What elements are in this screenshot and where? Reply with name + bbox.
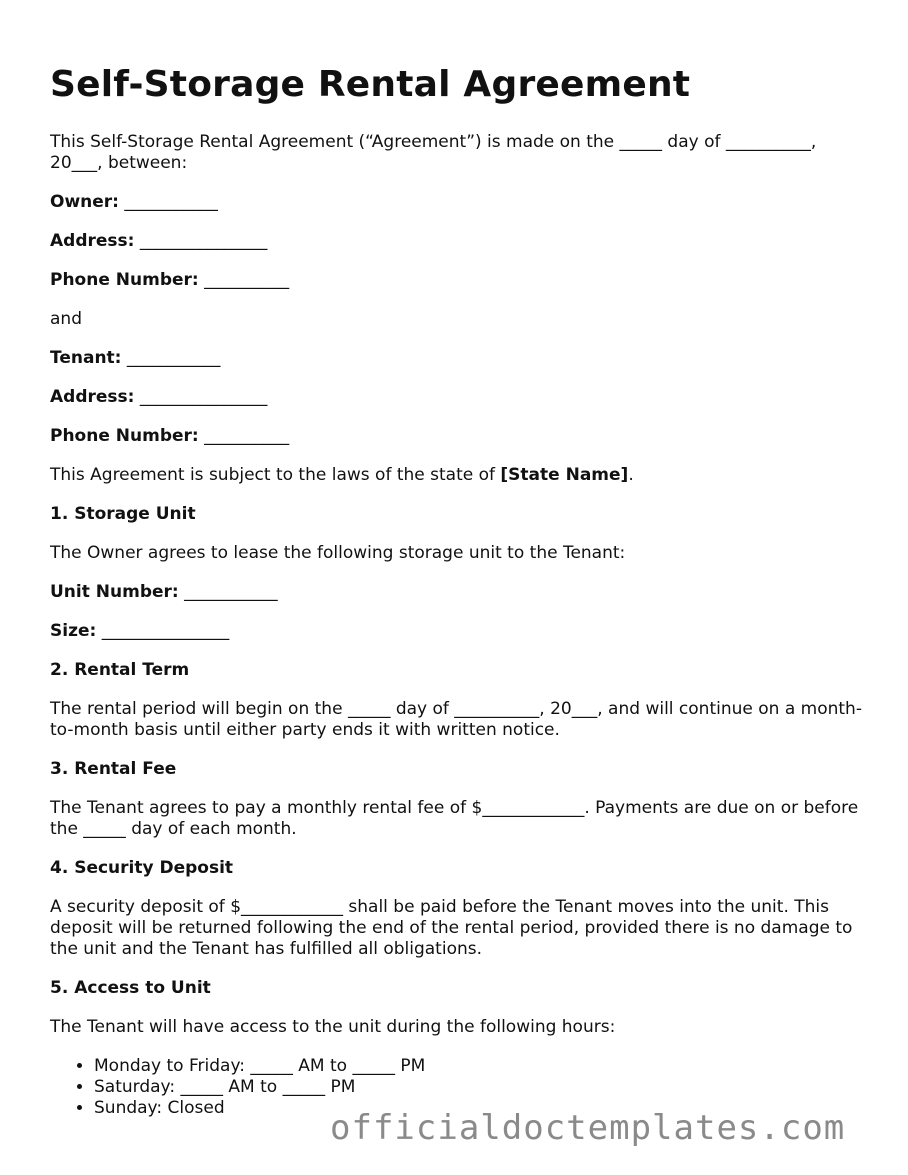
tenant-phone-blank: __________ — [204, 426, 290, 446]
owner-phone-blank: __________ — [204, 270, 290, 290]
rental-term-text: The rental period will begin on the _____ day of __________, 20___, and will continue on a month-to-month basis until either party ends it with written notice. — [50, 699, 862, 740]
tenant-address-blank: _______________ — [139, 387, 268, 407]
list-item: • Monday to Friday: _____ AM to _____ PM — [94, 1056, 870, 1077]
owner-address-line — [50, 231, 870, 252]
section-heading-storage-unit: 1. Storage Unit — [50, 504, 196, 524]
owner-line — [50, 192, 870, 213]
tenant-line — [50, 348, 870, 369]
law-suffix: . — [628, 465, 634, 485]
owner-blank: ___________ — [124, 192, 218, 212]
tenant-phone-label: Phone Number: — [50, 426, 199, 446]
tenant-label: Tenant: — [50, 348, 122, 368]
unit-number-blank: ___________ — [184, 582, 278, 602]
rental-fee-text: The Tenant agrees to pay a monthly rental fee of $____________. Payments are due on or before the _____ day of each month. — [50, 798, 859, 839]
owner-label: Owner: — [50, 192, 119, 212]
section-heading-access: 5. Access to Unit — [50, 978, 211, 998]
list-item: • Sunday: Closed — [94, 1098, 870, 1119]
owner-phone-line — [50, 270, 870, 291]
owner-phone-label: Phone Number: — [50, 270, 199, 290]
state-name: [State Name] — [500, 465, 629, 485]
governing-law — [50, 465, 870, 486]
unit-size-blank: _______________ — [101, 621, 230, 641]
security-deposit-text: A security deposit of $____________ shall be paid before the Tenant moves into the unit. This deposit will be returned following the end of the rental period, provided there is no damage to the unit and the Tenant has fulfilled all obligations. — [50, 897, 853, 959]
unit-size-line — [50, 621, 870, 642]
access-text: The Tenant will have access to the unit during the following hours: — [50, 1017, 616, 1037]
section-heading-rental-fee: 3. Rental Fee — [50, 759, 177, 779]
tenant-address-label: Address: — [50, 387, 135, 407]
unit-number-line — [50, 582, 870, 603]
and-text: and — [50, 309, 82, 329]
document-page — [50, 60, 870, 1119]
storage-unit-text: The Owner agrees to lease the following storage unit to the Tenant: — [50, 543, 626, 563]
list-item: • Saturday: _____ AM to _____ PM — [94, 1077, 870, 1098]
tenant-blank: ___________ — [126, 348, 221, 368]
unit-number-label: Unit Number: — [50, 582, 179, 602]
document-title: Self-Storage Rental Agreement — [50, 64, 691, 105]
tenant-address-line — [50, 387, 870, 408]
owner-address-blank: _______________ — [139, 231, 268, 251]
section-heading-security-deposit: 4. Security Deposit — [50, 858, 234, 878]
section-heading-rental-term: 2. Rental Term — [50, 660, 190, 680]
law-prefix: This Agreement is subject to the laws of the state of — [50, 465, 501, 485]
watermark: officialdoctemplates.com — [330, 1108, 846, 1148]
owner-address-label: Address: — [50, 231, 135, 251]
unit-size-label: Size: — [50, 621, 97, 641]
intro-paragraph: This Self-Storage Rental Agreement (“Agreement”) is made on the _____ day of __________, 20___, between: — [50, 132, 817, 173]
tenant-phone-line — [50, 426, 870, 447]
